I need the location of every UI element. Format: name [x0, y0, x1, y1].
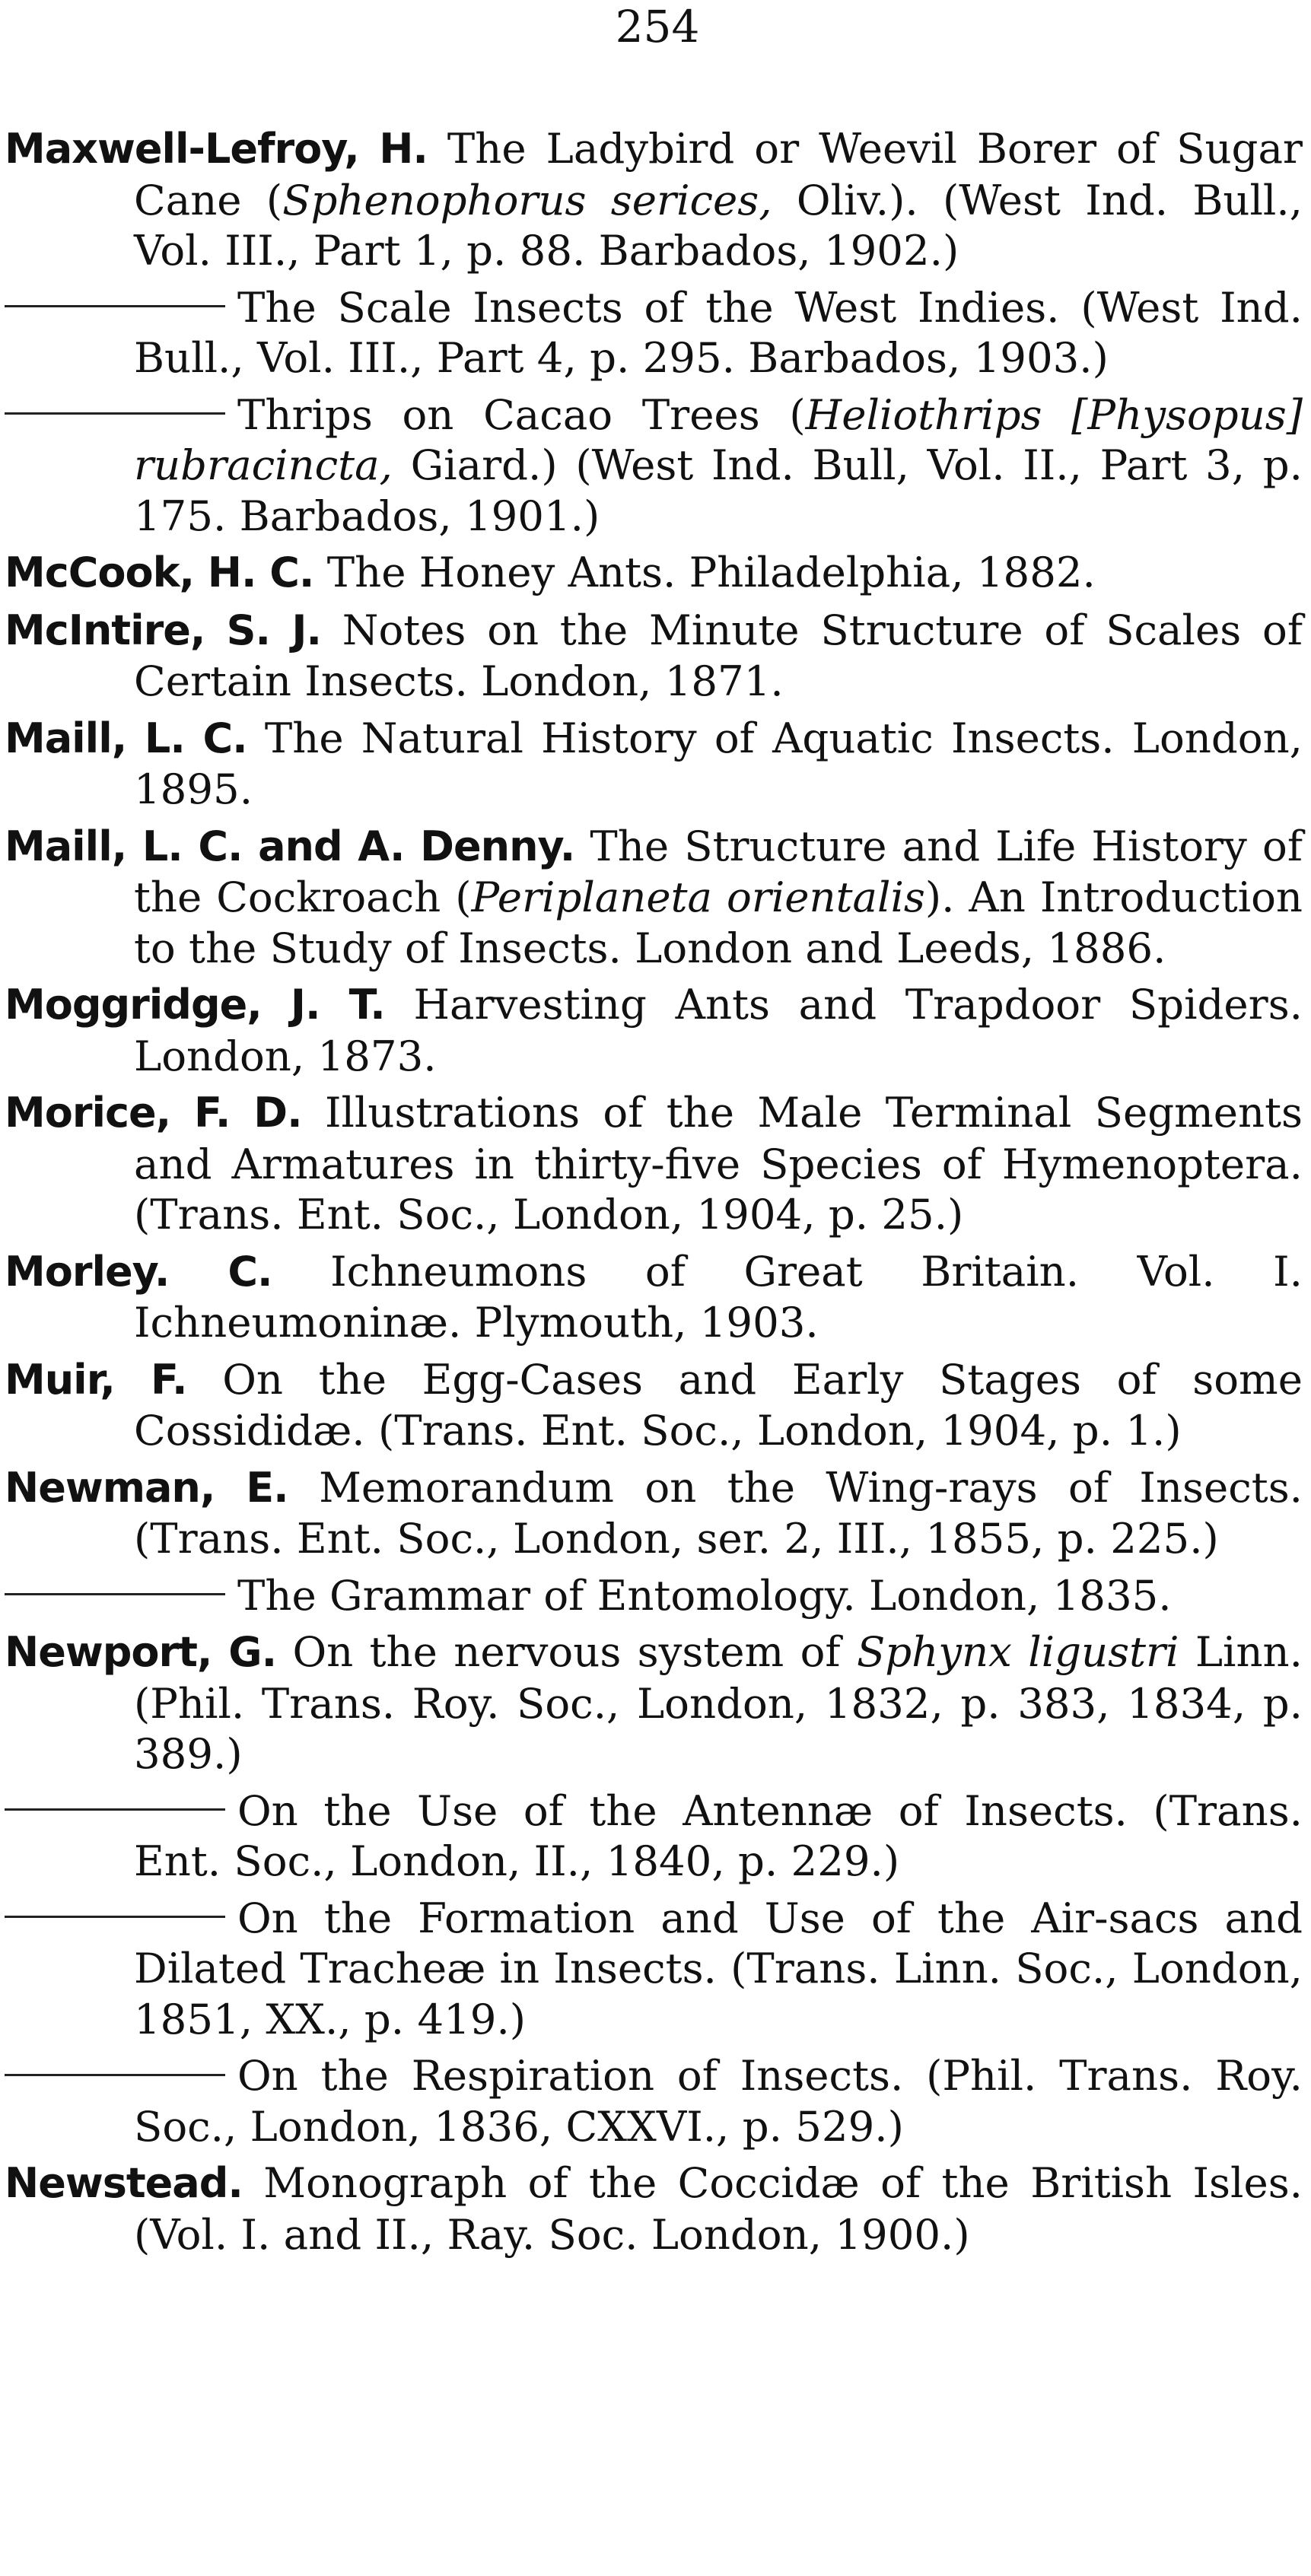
- entry-author: Muir, F.: [5, 1355, 187, 1404]
- entry-title: The Honey Ants. Philadelphia, 1882.: [313, 548, 1096, 596]
- entry-author: Maxwell-Lefroy, H.: [5, 125, 428, 173]
- entry-author: Maill, L. C.: [5, 714, 247, 762]
- bibliography-page: [5, 0, 1303, 2266]
- bibliography-entry: [5, 2050, 1303, 2151]
- ditto-rule: [5, 2074, 225, 2076]
- entry-details: Giard.) (West Ind. Bull, Vol. II., Part 3, p. 175. Barbados, 1901.): [134, 440, 1303, 540]
- entry-species-name: Periplaneta orientalis: [471, 873, 925, 921]
- entry-title: Ichneumons of Great Britain. Vol. I. Ichneumoninæ. Plymouth, 1903.: [134, 1246, 1303, 1347]
- entry-species-name: Sphynx ligustri: [856, 1627, 1179, 1676]
- bibliography-entry: [5, 1893, 1303, 2045]
- bibliography-entry: [5, 1570, 1303, 1621]
- bibliography-entry: [5, 1462, 1303, 1564]
- ditto-rule: [5, 1808, 225, 1811]
- bibliography-entry: [5, 605, 1303, 707]
- entry-title: On the Respiration of Insects. (Phil. Trans. Roy. Soc., London, 1836, CXXVI., p. 529.): [134, 2051, 1303, 2151]
- entry-author: Morley. C.: [5, 1247, 272, 1296]
- entry-title: The Ladybird or Weevil Borer of Sugar Cane (: [134, 124, 1303, 224]
- entry-author: Maill, L. C. and A. Denny.: [5, 822, 575, 870]
- entry-title: The Structure and Life History of the Cockroach (: [134, 821, 1303, 921]
- entry-author: Morice, F. D.: [5, 1089, 302, 1137]
- entry-details: ). An Introduction to the Study of Insects. London and Leeds, 1886.: [134, 873, 1303, 972]
- entry-title: On the nervous system of: [276, 1627, 857, 1676]
- entry-species-name: Heliothrips [Physopus] rubracincta,: [134, 390, 1303, 489]
- bibliography-entry: [5, 979, 1303, 1081]
- bibliography-entry: [5, 1246, 1303, 1348]
- bibliography-entry: [5, 2158, 1303, 2260]
- ditto-rule: [5, 412, 225, 415]
- entry-species-name: Sphenophorus serices,: [282, 175, 772, 224]
- entry-author: Newstead.: [5, 2159, 243, 2207]
- entry-title: Harvesting Ants and Trapdoor Spiders. London, 1873.: [134, 980, 1303, 1080]
- bibliography-entry: [5, 713, 1303, 815]
- bibliography-entry: [5, 547, 1303, 599]
- entry-author: Newman, E.: [5, 1463, 288, 1512]
- bibliography-entry: [5, 282, 1303, 383]
- entry-title: Monograph of the Coccidæ of the British Isles. (Vol. I. and II., Ray. Soc. London, 1900.): [134, 2158, 1303, 2259]
- entry-title: The Scale Insects of the West Indies. (West Ind. Bull., Vol. III., Part 4, p. 295. Barbados, 1903.): [134, 282, 1303, 382]
- entry-title: Notes on the Minute Structure of Scales of Certain Insects. London, 1871.: [134, 605, 1303, 705]
- ditto-rule: [5, 1593, 225, 1595]
- bibliography-entry: [5, 123, 1303, 276]
- entry-author: McCook, H. C.: [5, 549, 314, 596]
- page-number: 254: [615, 1, 700, 52]
- bibliography-entry: [5, 1627, 1303, 1779]
- entry-author: Moggridge, J. T.: [5, 981, 385, 1029]
- bibliography-entry: [5, 1354, 1303, 1456]
- entry-details: Linn. (Phil. Trans. Roy. Soc., London, 1832, p. 383, 1834, p. 389.): [134, 1627, 1303, 1778]
- entry-title: The Natural History of Aquatic Insects. London, 1895.: [134, 713, 1303, 813]
- entry-details: Oliv.). (West Ind. Bull., Vol. III., Part 1, p. 88. Barbados, 1902.): [134, 175, 1303, 275]
- entry-author: Newport, G.: [5, 1628, 277, 1676]
- entry-title: On the Egg-Cases and Early Stages of some Cossididæ. (Trans. Ent. Soc., London, 1904, p. 1.): [134, 1354, 1303, 1455]
- entry-title: Thrips on Cacao Trees (: [237, 390, 806, 439]
- bibliography-entry: [5, 821, 1303, 974]
- entry-title: On the Use of the Antennæ of Insects. (Trans. Ent. Soc., London, II., 1840, p. 229.): [134, 1786, 1303, 1885]
- bibliography-entry: [5, 1087, 1303, 1240]
- entry-title: On the Formation and Use of the Air-sacs and Dilated Tracheæ in Insects. (Trans. Linn. Soc., London, 1851, XX., p. 419.): [134, 1893, 1303, 2043]
- entry-title: The Grammar of Entomology. London, 1835.: [237, 1570, 1172, 1620]
- bibliography-entry: [5, 390, 1303, 542]
- entry-title: Illustrations of the Male Terminal Segments and Armatures in thirty-five Species of Hymenoptera. (Trans. Ent. Soc., London, 1904, p. 25.): [134, 1088, 1303, 1239]
- bibliography-entry: [5, 1786, 1303, 1887]
- entry-author: McIntire, S. J.: [5, 606, 321, 654]
- bibliography-list: [5, 123, 1303, 2260]
- entry-title: Memorandum on the Wing-rays of Insects. (Trans. Ent. Soc., London, ser. 2, III., 1855, p. 225.): [134, 1462, 1303, 1563]
- ditto-rule: [5, 1916, 225, 1918]
- ditto-rule: [5, 305, 225, 307]
